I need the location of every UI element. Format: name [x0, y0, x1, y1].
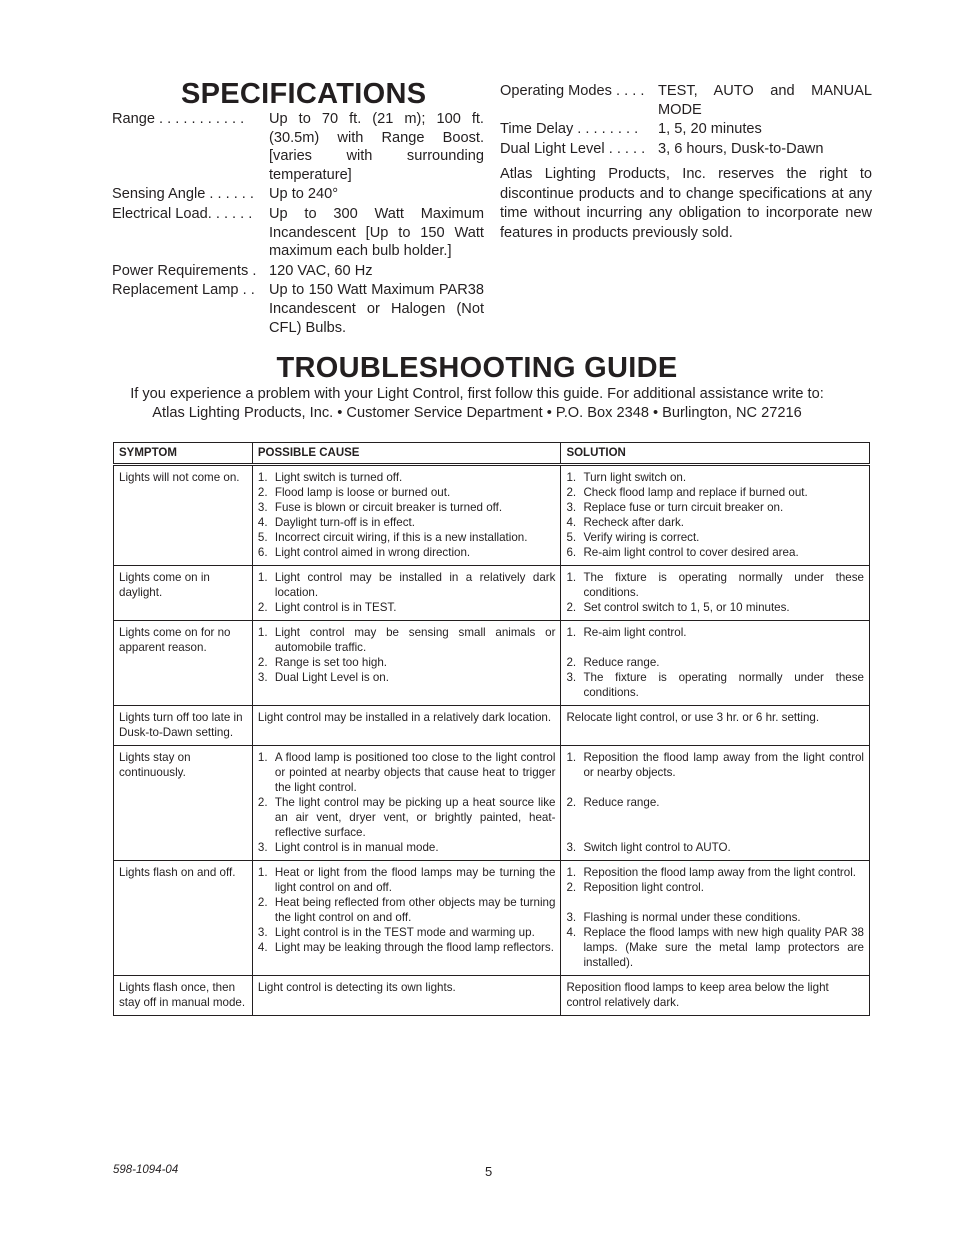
- symptom-cell: Lights will not come on.: [114, 465, 253, 566]
- spec-value: Up to 300 Watt Maximum Incandescent [Up to 150 Watt maximum each bulb holder.]: [269, 205, 484, 260]
- solution-cell: [561, 746, 870, 861]
- symptom-cell: Lights turn off too late in Dusk-to-Dawn setting.: [114, 706, 253, 746]
- item-text: Switch light control to AUTO.: [583, 841, 731, 854]
- spec-value: TEST, AUTO and MANUAL MODE: [658, 83, 872, 118]
- table-row: [114, 566, 870, 621]
- solution-item: [566, 500, 864, 515]
- cause-item: [258, 470, 556, 485]
- item-text: Recheck after dark.: [583, 516, 684, 529]
- solution-item: [566, 530, 864, 545]
- header-symptom: SYMPTOM: [114, 443, 253, 465]
- cause-cell: Light control may be installed in a relatively dark location.: [252, 706, 561, 746]
- item-text: Replace the flood lamps with new high quality PAR 38 lamps. (Make sure the metal lamp protectors are installed).: [583, 926, 864, 969]
- spec-label: Sensing Angle . . . . . .: [112, 186, 254, 203]
- spec-label: Power Requirements .: [112, 262, 257, 279]
- item-number: 1.: [257, 751, 268, 764]
- solution-item: [566, 750, 864, 780]
- cause-item: [258, 940, 556, 955]
- item-text: Flashing is normal under these conditions.: [583, 911, 801, 924]
- item-number: 2.: [257, 601, 268, 614]
- spec-row-power-requirements: [112, 262, 484, 281]
- symptom-cell: Lights flash once, then stay off in manual mode.: [114, 976, 253, 1016]
- item-text: The fixture is operating normally under these conditions.: [583, 571, 864, 599]
- cause-item: [258, 530, 556, 545]
- item-text: Flood lamp is loose or burned out.: [274, 486, 451, 499]
- cause-cell: [252, 746, 561, 861]
- spec-value: Up to 240°: [269, 186, 339, 203]
- item-text: Turn light switch on.: [583, 471, 687, 484]
- item-text: Heat being reflected from other objects may be turning the light control on and off.: [274, 896, 556, 924]
- item-number: 3.: [566, 501, 577, 514]
- troubleshooting-table: [113, 442, 870, 1016]
- cause-item: [258, 625, 556, 655]
- cause-item: [258, 670, 556, 685]
- spec-value: 3, 6 hours, Dusk-to-Dawn: [658, 140, 824, 157]
- cause-item: [258, 600, 556, 615]
- item-number: 2.: [257, 486, 268, 499]
- spec-row-time-delay: [500, 120, 872, 139]
- solution-cell: Relocate light control, or use 3 hr. or 6 hr. setting.: [561, 706, 870, 746]
- item-number: 2.: [257, 796, 268, 809]
- cause-cell: Light control is detecting its own lights.: [252, 976, 561, 1016]
- solution-item: [566, 880, 864, 895]
- solution-item: [566, 670, 864, 700]
- spec-row-replacement-lamp: [112, 281, 484, 337]
- specifications-title: SPECIFICATIONS: [181, 78, 427, 110]
- item-text: Range is set too high.: [274, 656, 388, 669]
- cause-item: [258, 570, 556, 600]
- table-header-row: [114, 443, 870, 465]
- list-spacer: [566, 640, 864, 655]
- item-text: Fuse is blown or circuit breaker is turned off.: [274, 501, 503, 514]
- solution-cell: [561, 465, 870, 566]
- spec-label: Operating Modes . . . .: [500, 83, 645, 99]
- solution-item: [566, 485, 864, 500]
- solution-cell: [561, 566, 870, 621]
- symptom-cell: Lights come on in daylight.: [114, 566, 253, 621]
- list-spacer: [566, 810, 864, 825]
- symptom-cell: Lights flash on and off.: [114, 861, 253, 976]
- cause-item: [258, 865, 556, 895]
- item-text: Set control switch to 1, 5, or 10 minutes.: [583, 601, 790, 614]
- symptom-cell: Lights stay on continuously.: [114, 746, 253, 861]
- cause-cell: [252, 566, 561, 621]
- troubleshooting-intro: [0, 385, 954, 422]
- item-number: 4.: [257, 516, 268, 529]
- item-text: Light control is in the TEST mode and warming up.: [274, 926, 535, 939]
- item-number: 5.: [566, 531, 577, 544]
- spec-label: Dual Light Level . . . . .: [500, 140, 646, 157]
- item-number: 2.: [566, 601, 577, 614]
- spec-row-electrical-load: [112, 205, 484, 261]
- item-number: 1.: [566, 866, 577, 879]
- item-number: 3.: [257, 841, 268, 854]
- table-row: [114, 706, 870, 746]
- table-row: [114, 465, 870, 566]
- item-number: 2.: [257, 896, 268, 909]
- cause-item: [258, 515, 556, 530]
- page-number: 5: [485, 1164, 493, 1179]
- cause-item: [258, 655, 556, 670]
- item-number: 3.: [566, 841, 577, 854]
- spec-value: Up to 150 Watt Maximum PAR38 Incandescent or Halogen (Not CFL) Bulbs.: [269, 282, 484, 336]
- solution-item: [566, 655, 864, 670]
- header-solution: SOLUTION: [561, 443, 870, 465]
- solution-item: [566, 925, 864, 970]
- item-text: Incorrect circuit wiring, if this is a new installation.: [274, 531, 528, 544]
- item-text: Reposition the flood lamp away from the light control or nearby objects.: [583, 751, 864, 779]
- spec-row-sensing-angle: [112, 185, 484, 204]
- specifications-left-column: [112, 110, 484, 338]
- table-row: [114, 746, 870, 861]
- solution-item: [566, 545, 864, 560]
- item-text: Light control may be sensing small animals or automobile traffic.: [274, 626, 556, 654]
- cause-cell: [252, 861, 561, 976]
- item-text: Reposition light control.: [583, 881, 704, 894]
- item-text: Daylight turn-off is in effect.: [274, 516, 415, 529]
- item-number: 1.: [566, 471, 577, 484]
- troubleshooting-title: TROUBLESHOOTING GUIDE: [276, 352, 678, 384]
- spec-row-dual-light-level: [500, 140, 872, 159]
- item-text: Light control aimed in wrong direction.: [274, 546, 471, 559]
- item-number: 4.: [566, 926, 577, 939]
- item-text: Re-aim light control.: [583, 626, 687, 639]
- item-number: 2.: [566, 486, 577, 499]
- spec-value: 1, 5, 20 minutes: [658, 121, 762, 138]
- spec-label: Range . . . . . . . . . . .: [112, 111, 245, 127]
- table-row: [114, 861, 870, 976]
- item-number: 2.: [566, 656, 577, 669]
- item-text: Heat or light from the flood lamps may be turning the light control on and off.: [274, 866, 556, 894]
- item-text: Replace fuse or turn circuit breaker on.: [583, 501, 784, 514]
- item-text: Reduce range.: [583, 796, 660, 809]
- solution-item: [566, 600, 864, 615]
- item-text: Light control is in manual mode.: [274, 841, 439, 854]
- item-text: Dual Light Level is on.: [274, 671, 389, 684]
- item-text: Reposition the flood lamp away from the light control.: [583, 866, 857, 879]
- cause-item: [258, 750, 556, 795]
- spec-label: Time Delay . . . . . . . .: [500, 121, 639, 138]
- cause-item: [258, 500, 556, 515]
- cause-item: [258, 795, 556, 840]
- specifications-right-column: [500, 82, 872, 258]
- item-text: Light control is in TEST.: [274, 601, 397, 614]
- cause-item: [258, 545, 556, 560]
- item-number: 3.: [257, 501, 268, 514]
- item-text: A flood lamp is positioned too close to the light control or pointed at nearby objects that cause heat to trigger the light control.: [274, 751, 556, 794]
- solution-item: [566, 470, 864, 485]
- symptom-cell: Lights come on for no apparent reason.: [114, 621, 253, 706]
- cause-cell: [252, 621, 561, 706]
- item-text: Verify wiring is correct.: [583, 531, 700, 544]
- solution-item: [566, 865, 864, 880]
- cause-item: [258, 925, 556, 940]
- solution-item: [566, 910, 864, 925]
- solution-cell: [561, 621, 870, 706]
- item-number: 3.: [566, 911, 577, 924]
- item-text: Check flood lamp and replace if burned out.: [583, 486, 808, 499]
- item-number: 6.: [257, 546, 268, 559]
- cause-item: [258, 485, 556, 500]
- spec-value: Up to 70 ft. (21 m); 100 ft. (30.5m) with Range Boost. [varies with surrounding temperature]: [269, 111, 484, 183]
- solution-item: [566, 840, 864, 855]
- solution-item: [566, 625, 864, 640]
- item-number: 2.: [257, 656, 268, 669]
- solution-cell: [561, 861, 870, 976]
- cause-item: [258, 840, 556, 855]
- solution-item: [566, 795, 864, 810]
- intro-line-1: If you experience a problem with your Light Control, first follow this guide. For additional assistance write to:: [130, 386, 824, 402]
- item-text: Re-aim light control to cover desired area.: [583, 546, 799, 559]
- item-number: 1.: [566, 751, 577, 764]
- cause-cell: [252, 465, 561, 566]
- item-text: The fixture is operating normally under these conditions.: [583, 671, 864, 699]
- disclaimer-text: Atlas Lighting Products, Inc. reserves the right to discontinue products and to change specifications at any time without incurring any obligation to incorporate new features in products previously sold.: [500, 166, 872, 241]
- item-text: The light control may be picking up a heat source like an air vent, dryer vent, or brightly painted, heat-reflective surface.: [274, 796, 556, 839]
- list-spacer: [566, 780, 864, 795]
- item-number: 3.: [566, 671, 577, 684]
- solution-item: [566, 570, 864, 600]
- spec-label: Electrical Load. . . . . .: [112, 205, 253, 222]
- item-number: 4.: [257, 941, 268, 954]
- item-number: 1.: [566, 626, 577, 639]
- solution-cell: Reposition flood lamps to keep area below the light control relatively dark.: [561, 976, 870, 1016]
- document-number: 598-1094-04: [113, 1164, 179, 1176]
- item-number: 1.: [257, 626, 268, 639]
- table-row: [114, 976, 870, 1016]
- solution-item: [566, 515, 864, 530]
- table-row: [114, 621, 870, 706]
- spec-row-range: [112, 110, 484, 184]
- item-number: 1.: [566, 571, 577, 584]
- item-number: 3.: [257, 926, 268, 939]
- item-text: Light switch is turned off.: [274, 471, 403, 484]
- intro-line-2: Atlas Lighting Products, Inc. • Customer Service Department • P.O. Box 2348 • Burlington, NC 27216: [152, 404, 802, 421]
- list-spacer: [566, 825, 864, 840]
- item-number: 6.: [566, 546, 577, 559]
- item-number: 1.: [257, 571, 268, 584]
- item-number: 2.: [566, 881, 577, 894]
- header-possible-cause: POSSIBLE CAUSE: [252, 443, 561, 465]
- item-text: Light may be leaking through the flood lamp reflectors.: [274, 941, 554, 954]
- cause-item: [258, 895, 556, 925]
- item-number: 3.: [257, 671, 268, 684]
- spec-row-operating-modes: [500, 82, 872, 119]
- spec-value: 120 VAC, 60 Hz: [269, 262, 373, 279]
- item-number: 5.: [257, 531, 268, 544]
- item-text: Reduce range.: [583, 656, 660, 669]
- table-body: [114, 465, 870, 1016]
- spec-label: Replacement Lamp . .: [112, 282, 255, 299]
- item-text: Light control may be installed in a relatively dark location.: [274, 571, 556, 599]
- list-spacer: [566, 895, 864, 910]
- item-number: 1.: [257, 866, 268, 879]
- item-number: 4.: [566, 516, 577, 529]
- item-number: 1.: [257, 471, 268, 484]
- item-number: 2.: [566, 796, 577, 809]
